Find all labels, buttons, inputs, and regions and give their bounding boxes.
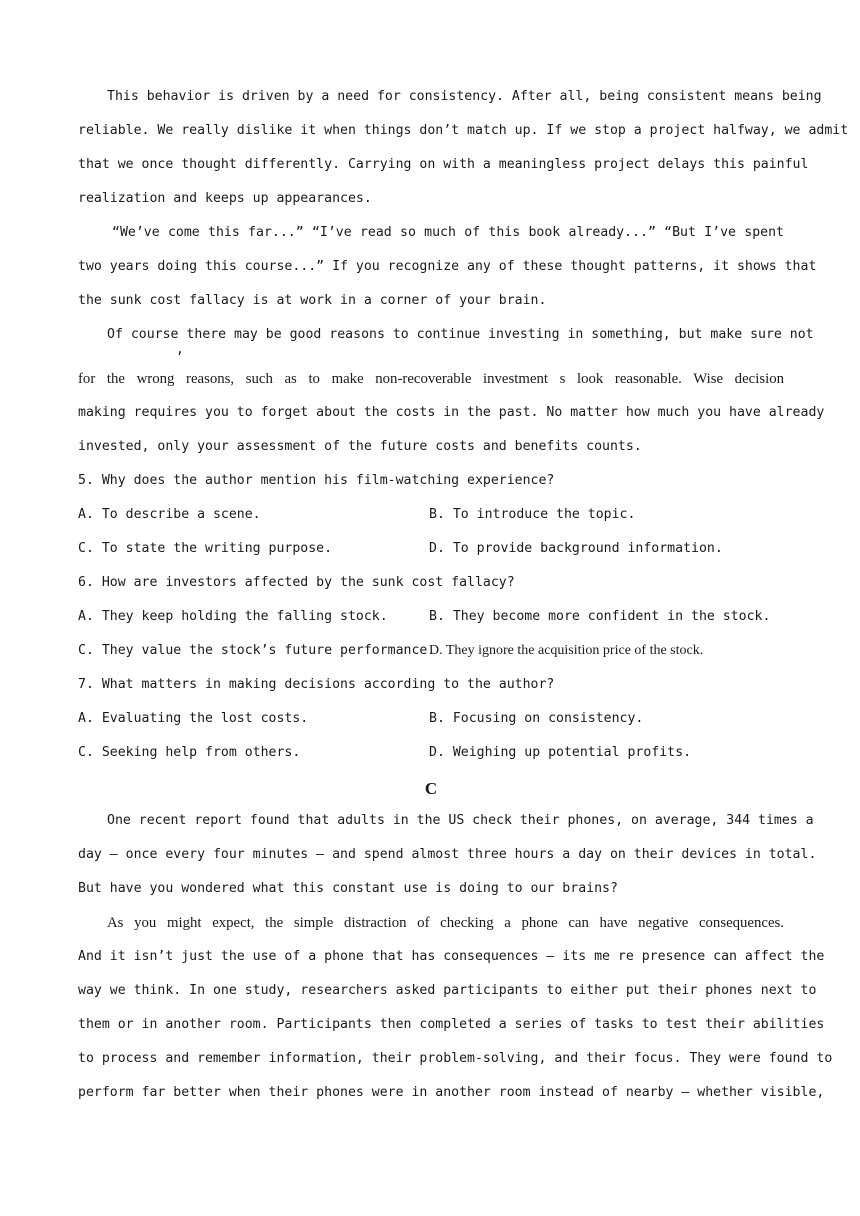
text-line: As you might expect, the simple distraction of checking a phone can have negative consequences. [107, 915, 784, 931]
stray-comma: , [176, 342, 184, 357]
text-line: way we think. In one study, researchers asked participants to either put their phones next to [78, 983, 817, 998]
text-line: But have you wondered what this constant use is doing to our brains? [78, 881, 618, 896]
section-heading: C [424, 779, 438, 798]
text-line: invested, only your assessment of the future costs and benefits counts. [78, 439, 642, 454]
text-line: for the wrong reasons, such as to make non-recoverable investment s look reasonable. Wise decision [78, 371, 784, 387]
option-c: C. To state the writing purpose. [78, 541, 333, 556]
text-line: making requires you to forget about the costs in the past. No matter how much you have already [78, 405, 825, 420]
option-d: D. To provide background information. [429, 541, 723, 556]
paragraph-thought-patterns [78, 220, 817, 322]
options-row [78, 502, 784, 536]
text-line: the sunk cost fallacy is at work in a corner of your brain. [78, 293, 547, 308]
option-c: C. Seeking help from others. [78, 745, 301, 760]
option-d: D. Weighing up potential profits. [429, 745, 692, 760]
text-line: And it isn’t just the use of a phone that has consequences — its me re presence can affect the [78, 949, 825, 964]
question-stem: 5. Why does the author mention his film-watching experience? [78, 473, 555, 488]
options-row [78, 638, 784, 672]
paragraph-consistency [78, 84, 849, 220]
document-page [78, 84, 849, 1114]
text-line: Of course there may be good reasons to continue investing in something, but make sure not [107, 327, 814, 342]
text-line: This behavior is driven by a need for consistency. After all, being consistent means being [107, 89, 822, 104]
option-d: D. They ignore the acquisition price of the stock. [429, 643, 704, 658]
paragraph-good-reasons [78, 322, 825, 468]
question-5 [78, 468, 784, 570]
text-line: perform far better when their phones were in another room instead of nearby — whether visible, [78, 1085, 825, 1100]
option-b: B. Focusing on consistency. [429, 711, 644, 726]
option-a: A. To describe a scene. [78, 507, 261, 522]
paragraph-phone-study [78, 910, 833, 1114]
options-row [78, 740, 784, 774]
text-line: realization and keeps up appearances. [78, 191, 372, 206]
question-stem: 7. What matters in making decisions according to the author? [78, 677, 555, 692]
text-line: One recent report found that adults in the US check their phones, on average, 344 times a [107, 813, 814, 828]
text-line: that we once thought differently. Carrying on with a meaningless project delays this painful [78, 157, 809, 172]
paragraph-phone-report [78, 808, 817, 910]
option-b: B. They become more confident in the stock. [429, 609, 771, 624]
option-a: A. Evaluating the lost costs. [78, 711, 309, 726]
question-stem: 6. How are investors affected by the sunk cost fallacy? [78, 575, 515, 590]
options-row [78, 536, 784, 570]
text-line: to process and remember information, their problem-solving, and their focus. They were found to [78, 1051, 833, 1066]
options-row [78, 706, 784, 740]
option-b: B. To introduce the topic. [429, 507, 636, 522]
text-line: day — once every four minutes — and spend almost three hours a day on their devices in total. [78, 847, 817, 862]
option-a: A. They keep holding the falling stock. [78, 609, 388, 624]
text-line: “We’ve come this far...” “I’ve read so much of this book already...” “But I’ve spent [112, 225, 784, 240]
text-line: them or in another room. Participants then completed a series of tasks to test their abilities [78, 1017, 825, 1032]
option-c: C. They value the stock’s future performance. [78, 643, 436, 658]
options-row [78, 604, 784, 638]
question-6 [78, 570, 784, 672]
text-line: reliable. We really dislike it when things don’t match up. If we stop a project halfway, we admit [78, 123, 849, 138]
text-line: two years doing this course...” If you recognize any of these thought patterns, it shows that [78, 259, 817, 274]
question-7 [78, 672, 784, 774]
